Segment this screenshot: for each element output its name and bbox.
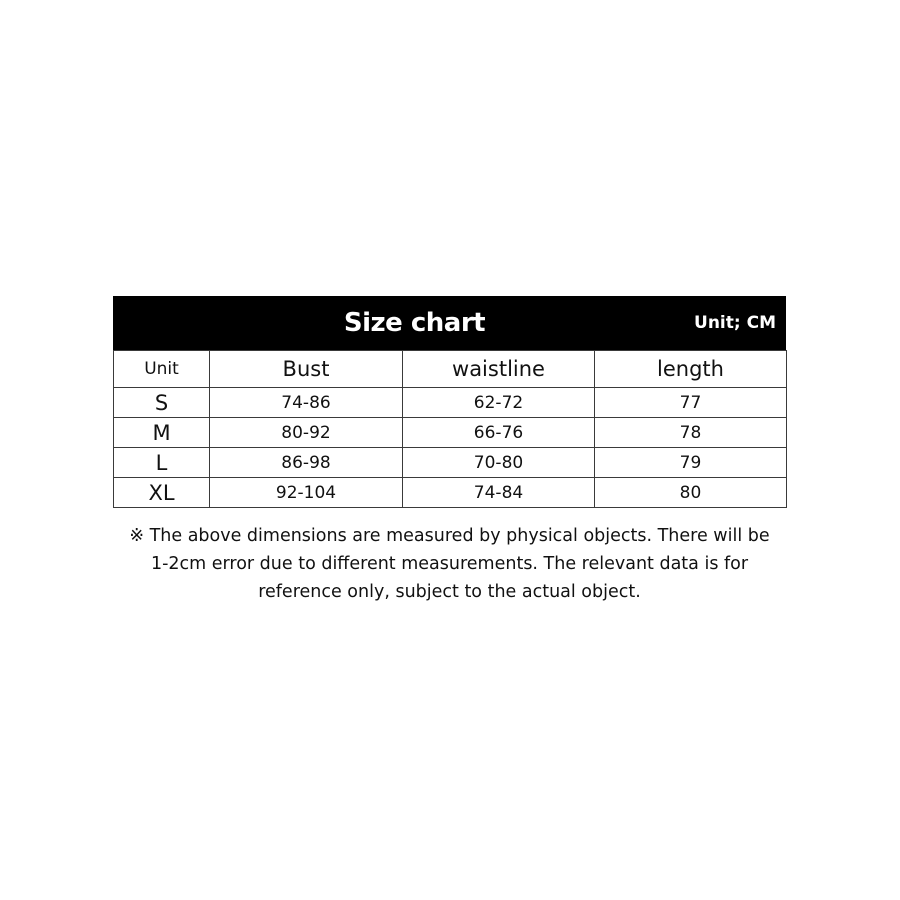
size-chart [113, 296, 786, 508]
column-header-bust: Bust [210, 351, 403, 388]
column-header-unit: Unit [114, 351, 210, 388]
table-row [114, 448, 787, 478]
chart-title: Size chart [343, 308, 486, 338]
table-row [114, 388, 787, 418]
measurement-note [113, 522, 786, 606]
length-cell: 77 [595, 388, 787, 418]
note-line: 1-2cm error due to different measurements. The relevant data is for [150, 554, 749, 574]
column-header-waistline: waistline [403, 351, 595, 388]
note-line: reference only, subject to the actual object. [258, 582, 641, 602]
waistline-cell: 66-76 [403, 418, 595, 448]
column-header-length: length [595, 351, 787, 388]
length-cell: 80 [595, 478, 787, 508]
size-cell: M [114, 418, 210, 448]
bust-cell: 86-98 [210, 448, 403, 478]
bust-cell: 80-92 [210, 418, 403, 448]
table-row [114, 478, 787, 508]
size-table [113, 350, 787, 508]
size-cell: S [114, 388, 210, 418]
table-row [114, 418, 787, 448]
size-cell: L [114, 448, 210, 478]
table-header-row [114, 351, 787, 388]
waistline-cell: 62-72 [403, 388, 595, 418]
note-line: ※ The above dimensions are measured by physical objects. There will be [129, 526, 770, 546]
bust-cell: 74-86 [210, 388, 403, 418]
waistline-cell: 70-80 [403, 448, 595, 478]
waistline-cell: 74-84 [403, 478, 595, 508]
length-cell: 79 [595, 448, 787, 478]
length-cell: 78 [595, 418, 787, 448]
unit-label: Unit; CM [694, 313, 776, 333]
size-cell: XL [114, 478, 210, 508]
bust-cell: 92-104 [210, 478, 403, 508]
size-chart-header [113, 296, 786, 350]
